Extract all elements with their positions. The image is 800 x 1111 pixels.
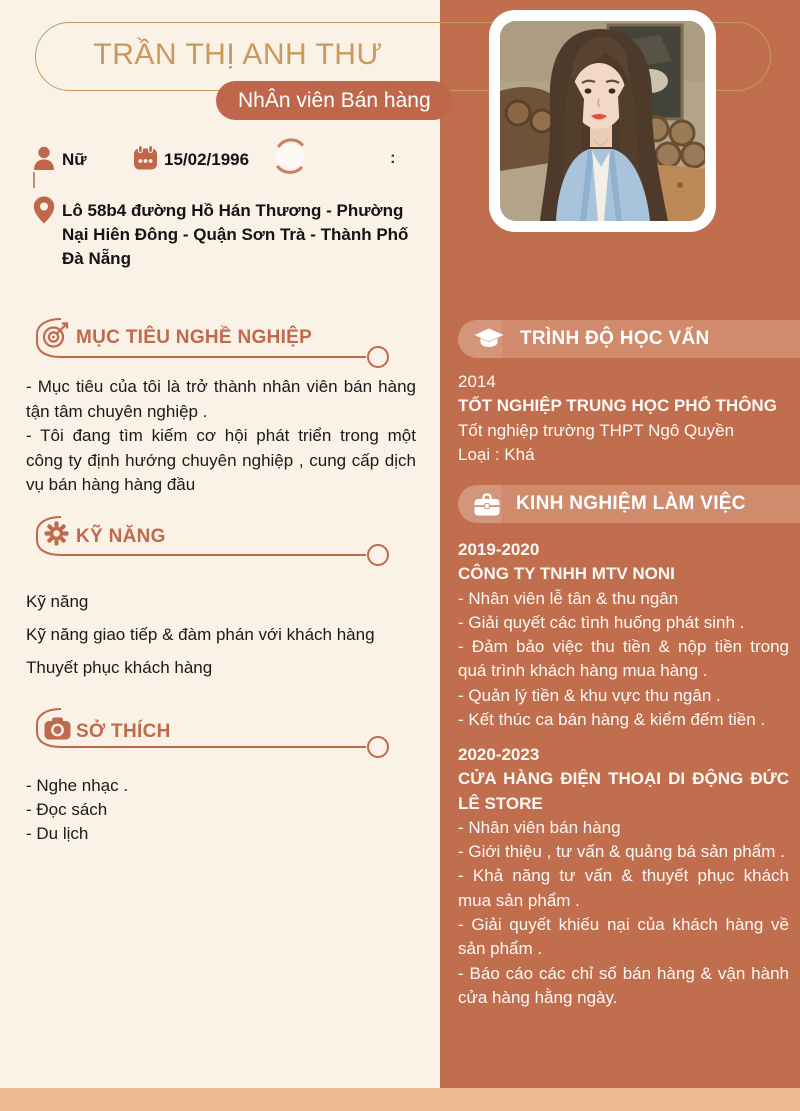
- skill-item: Kỹ năng: [26, 592, 89, 611]
- profile-photo: [489, 10, 716, 232]
- job-bullet: - Đảm bảo việc thu tiền & nộp tiền trong quá trình khách hàng mua hàng .: [458, 637, 789, 681]
- job-bullet: - Nhân viên bán hàng: [458, 817, 621, 837]
- education-section-title: TRÌNH ĐỘ HỌC VẤN: [520, 328, 710, 349]
- address-value: Lô 58b4 đường Hồ Hán Thương - Phường Nại Hiên Đông - Quận Sơn Trà - Thành Phố Đà Nẵng: [62, 201, 409, 268]
- education-entry: [458, 370, 790, 467]
- education-school: Tốt nghiệp trường THPT Ngô Quyền: [458, 420, 735, 440]
- education-grade: Loại : Khá: [458, 444, 535, 464]
- job-bullet: - Quản lý tiền & khu vực thu ngân .: [458, 685, 721, 705]
- hobby-item: - Nghe nhạc .: [26, 776, 129, 795]
- briefcase-icon: [474, 493, 500, 516]
- experience-section-header: [458, 485, 800, 523]
- location-pin-icon: [33, 196, 55, 224]
- job-period: 2019-2020: [458, 540, 540, 559]
- objective-paragraph: - Mục tiêu của tôi là trở thành nhân viên bán hàng tận tâm chuyên nghiệp .: [26, 377, 416, 421]
- job-bullet: - Giải quyết khiếu nại của khách hàng về sản phẩm .: [458, 915, 789, 959]
- experience-job: [458, 538, 789, 732]
- gear-icon: [44, 521, 69, 546]
- job-bullet: - Khả năng tư vấn & thuyết phục khách mua sản phẩm .: [458, 866, 789, 910]
- skill-item: Kỹ năng giao tiếp & đàm phán với khách hàng: [26, 625, 375, 644]
- gender-value: Nữ: [62, 150, 87, 169]
- experience-section-title: KINH NGHIỆM LÀM VIỆC: [516, 493, 746, 514]
- experience-job: [458, 743, 789, 1010]
- objective-text: [26, 375, 416, 498]
- target-icon: [42, 322, 69, 349]
- objective-paragraph: - Tôi đang tìm kiếm cơ hội phát triển trong một công ty định hướng chuyên nghiệp , cung cấp dịch vụ bán hàng hàng đầu: [26, 426, 416, 494]
- job-bullet: - Giải quyết các tình huống phát sinh .: [458, 612, 745, 632]
- job-bullet: - Kết thúc ca bán hàng & kiểm đếm tiền .: [458, 710, 766, 730]
- job-period: 2020-2023: [458, 745, 540, 764]
- education-degree: TỐT NGHIỆP TRUNG HỌC PHỔ THÔNG: [458, 396, 777, 416]
- education-section-header: [458, 320, 800, 358]
- birth-date-value: 15/02/1996: [164, 150, 250, 169]
- erased-phone-icon: [271, 137, 311, 177]
- candidate-name: TRẦN THỊ ANH THƯ: [93, 38, 383, 71]
- job-company: CÔNG TY TNHH MTV NONI: [458, 564, 675, 584]
- job-bullet: - Báo cáo các chỉ số bán hàng & vận hành cửa hàng hằng ngày.: [458, 963, 789, 1007]
- erased-icon-remnant: [33, 172, 35, 188]
- objective-section-title: MỤC TIÊU NGHỀ NGHIỆP: [76, 327, 313, 348]
- skill-item: Thuyết phục khách hàng: [26, 658, 213, 677]
- portrait-illustration: [500, 21, 705, 221]
- camera-icon: [44, 717, 71, 740]
- job-bullet: - Nhân viên lễ tân & thu ngân: [458, 588, 679, 608]
- calendar-icon: [133, 145, 158, 171]
- skills-section-title: KỸ NĂNG: [76, 526, 166, 547]
- job-bullet: - Giới thiệu , tư vấn & quảng bá sản phẩm .: [458, 842, 785, 862]
- hobbies-section-title: SỞ THÍCH: [76, 721, 171, 742]
- graduation-cap-icon: [474, 328, 504, 350]
- hobby-item: - Đọc sách: [26, 800, 108, 819]
- job-company: CỬA HÀNG ĐIỆN THOẠI DI ĐỘNG ĐỨC LÊ STORE: [458, 769, 789, 813]
- job-title-badge: NhÂn viên Bán hàng: [216, 81, 453, 120]
- hobby-item: - Du lịch: [26, 824, 89, 843]
- erased-text-remnant: :: [390, 148, 396, 167]
- education-year: 2014: [458, 372, 496, 391]
- footer-band: [0, 1088, 800, 1111]
- person-icon: [33, 146, 55, 172]
